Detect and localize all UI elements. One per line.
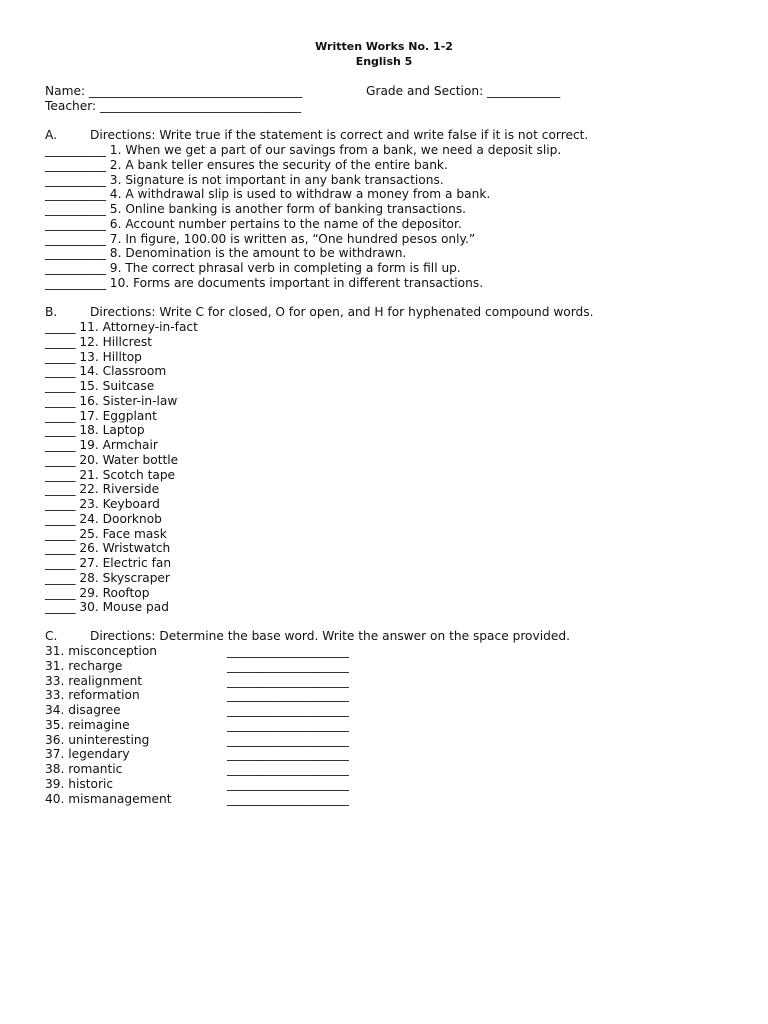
list-item: 35. reimagine [45,717,130,732]
answer-blank: ____________________ [227,791,349,806]
answer-blank: ____________________ [227,703,349,717]
list-item: 31. misconception [45,644,158,658]
list-item: __________ 7. In figure, 100.00 is written as, “One hundred pesos only.” [45,231,476,246]
answer-blank: ____________________ [227,732,349,747]
list-item: __________ 3. Signature is not important in any bank transactions. [45,172,444,187]
answer-blank: ____________________ [227,747,349,762]
list-item: _____ 25. Face mask [45,526,167,541]
answer-blank: ____________________ [227,762,349,776]
list-item: __________ 8. Denomination is the amount to be withdrawn. [45,246,407,261]
list-item: __________ 9. The correct phrasal verb in completing a form is fill up. [45,261,461,275]
list-item: __________ 2. A bank teller ensures the security of the entire bank. [45,157,448,172]
list-item: 39. historic [45,776,114,791]
list-item: 36. uninteresting [45,732,150,747]
list-item: 34. disagree [45,703,121,717]
answer-blank: ____________________ [227,776,349,791]
list-item: __________ 5. Online banking is another form of banking transactions. [45,202,467,216]
answer-blank: ____________________ [227,658,349,673]
list-item: _____ 14. Classroom [45,364,167,379]
list-item: _____ 28. Skyscraper [45,570,170,585]
answer-blank: ____________________ [227,717,349,732]
section-a-directions: Directions: Write true if the statement is correct and write false if it is not correct. [90,128,589,142]
list-item: _____ 21. Scotch tape [45,467,176,482]
list-item: 40. mismanagement [45,791,172,806]
list-item: _____ 17. Eggplant [45,408,157,423]
list-item: _____ 22. Riverside [45,482,160,497]
section-a-letter: A. [45,128,57,142]
list-item: __________ 4. A withdrawal slip is used to withdraw a money from a bank. [45,187,491,202]
list-item: _____ 12. Hillcrest [45,334,152,349]
list-item: 33. realignment [45,673,143,688]
list-item: 38. romantic [45,762,123,776]
answer-blank: ____________________ [227,673,349,688]
list-item: _____ 27. Electric fan [45,556,172,570]
list-item: _____ 24. Doorknob [45,511,162,526]
list-item: _____ 29. Rooftop [45,585,150,600]
name-field: Name: ___________________________________ [45,84,303,98]
list-item: __________ 6. Account number pertains to the name of the depositor. [45,216,462,231]
list-item: _____ 18. Laptop [45,423,145,438]
list-item: _____ 30. Mouse pad [45,600,169,615]
list-item: _____ 26. Wristwatch [45,541,171,556]
list-item: __________ 1. When we get a part of our savings from a bank, we need a deposit slip. [45,143,562,157]
section-c-directions: Directions: Determine the base word. Write the answer on the space provided. [90,629,570,643]
section-b-directions: Directions: Write C for closed, O for open, and H for hyphenated compound words. [90,305,594,319]
worksheet-title: Written Works No. 1-2 [315,40,453,53]
section-c-letter: C. [45,629,58,643]
list-item: _____ 23. Keyboard [45,497,160,511]
list-item: 33. reformation [45,688,140,703]
list-item: __________ 10. Forms are documents important in different transactions. [45,275,484,290]
worksheet-subtitle: English 5 [355,55,413,68]
list-item: 37. legendary [45,747,130,762]
list-item: 31. recharge [45,658,123,673]
teacher-field: Teacher: _________________________________ [45,99,302,113]
grade-section-field: Grade and Section: ____________ [366,84,561,98]
list-item: _____ 15. Suitcase [45,379,155,393]
list-item: _____ 19. Armchair [45,438,158,452]
list-item: _____ 20. Water bottle [45,452,179,467]
list-item: _____ 11. Attorney-in-fact [45,320,198,334]
section-b-letter: B. [45,305,58,319]
list-item: _____ 13. Hilltop [45,349,142,364]
answer-blank: ____________________ [227,688,349,703]
list-item: _____ 16. Sister-in-law [45,393,178,408]
answer-blank: ____________________ [227,644,349,658]
